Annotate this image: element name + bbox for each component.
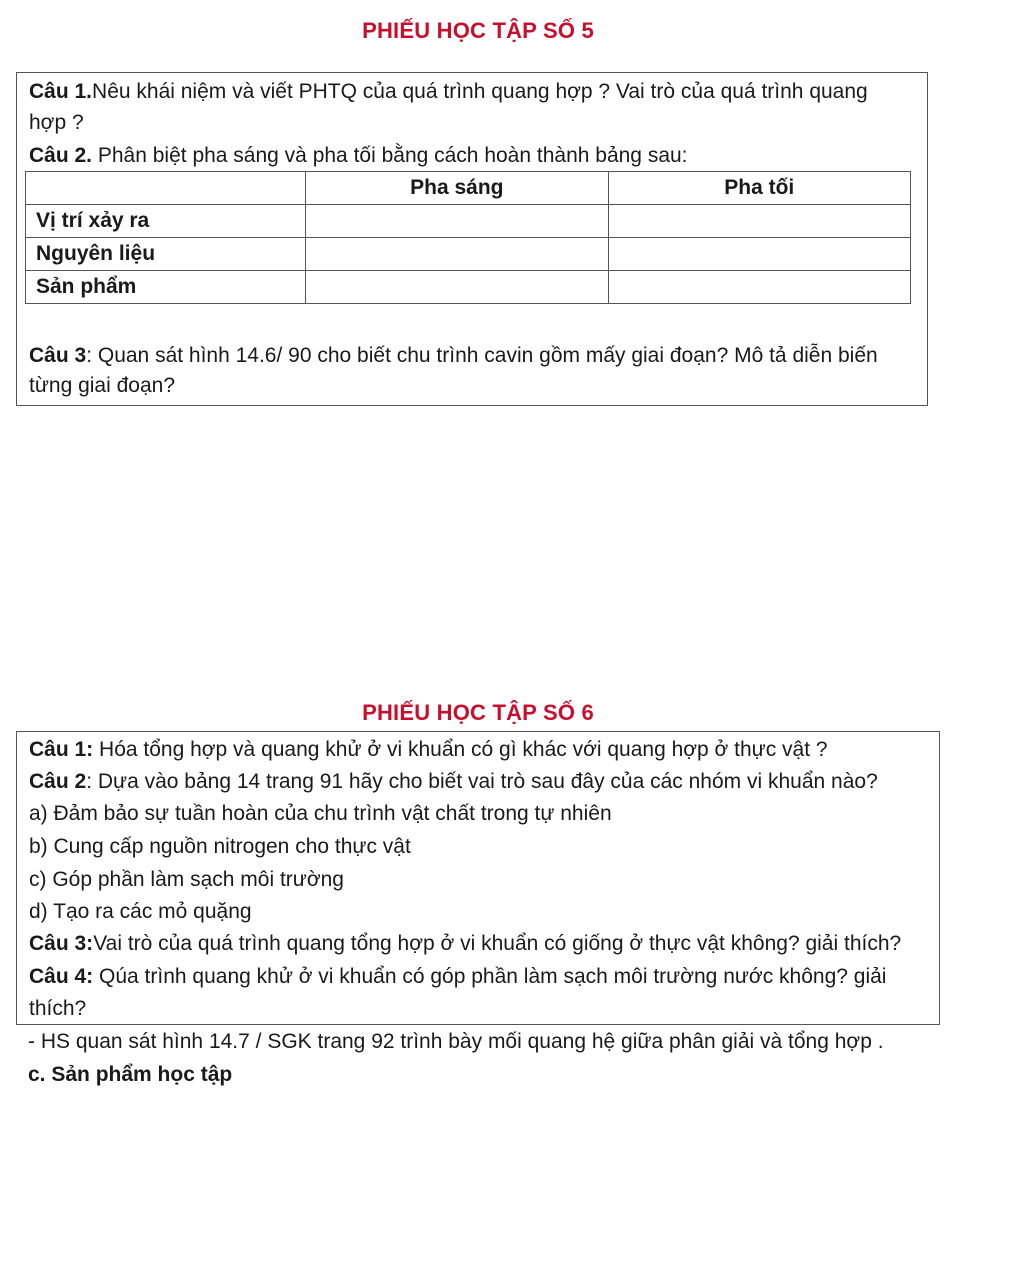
table-row <box>26 205 911 238</box>
q3-text: : Quan sát hình 14.6/ 90 cho biết chu trình cavin gồm mấy giai đoạn? Mô tả diễn biến <box>86 344 878 367</box>
q1-text: Hóa tổng hợp và quang khử ở vi khuẩn có gì khác với quang hợp ở thực vật ? <box>93 738 828 761</box>
sheet5-question-1 <box>29 77 868 107</box>
q3-text: Vai trò của quá trình quang tổng hợp ở vi khuẩn có giống ở thực vật không? giải thích? <box>93 932 902 955</box>
sheet5-box <box>16 72 928 406</box>
sheet5-title: PHIẾU HỌC TẬP SỐ 5 <box>362 18 594 43</box>
table-row <box>26 238 911 271</box>
option-c: c) Góp phần làm sạch môi trường <box>29 868 344 891</box>
q2-text: : Dựa vào bảng 14 trang 91 hãy cho biết vai trò sau đây của các nhóm vi khuẩn nào? <box>86 770 878 793</box>
row-label-location: Vị trí xảy ra <box>26 205 306 238</box>
q2-label: Câu 2 <box>29 770 87 793</box>
row-label-products: Sản phẩm <box>26 271 306 304</box>
sheet6-question-4-cont: thích? <box>29 997 87 1020</box>
q2-text: Phân biệt pha sáng và pha tối bằng cách hoàn thành bảng sau: <box>92 144 688 167</box>
product-heading: c. Sản phẩm học tập <box>28 1063 233 1086</box>
table-header-empty <box>26 172 306 205</box>
table-header-light-phase: Pha sáng <box>306 172 608 205</box>
q1-label: Câu 1. <box>29 80 93 103</box>
sheet6-question-2 <box>29 767 878 797</box>
q1-label: Câu 1: <box>29 738 94 761</box>
sheet6-title: PHIẾU HỌC TẬP SỐ 6 <box>362 700 594 725</box>
sheet6-question-4 <box>29 962 886 992</box>
option-d: d) Tạo ra các mỏ quặng <box>29 900 252 923</box>
q4-text: Qúa trình quang khử ở vi khuẩn có góp phần làm sạch môi trường nước không? giải <box>93 965 887 988</box>
sheet5-question-1-cont: hợp ? <box>29 111 84 134</box>
q1-text: Nêu khái niệm và viết PHTQ của quá trình quang hợp ? Vai trò của quá trình quang <box>92 80 868 103</box>
sheet5-question-2 <box>29 141 688 171</box>
table-cell <box>306 271 608 304</box>
q2-label: Câu 2. <box>29 144 93 167</box>
table-cell <box>608 271 910 304</box>
observation-note: - HS quan sát hình 14.7 / SGK trang 92 trình bày mối quang hệ giữa phân giải và tổng hợp . <box>28 1030 884 1053</box>
sheet6-box <box>16 731 940 1025</box>
option-b: b) Cung cấp nguồn nitrogen cho thực vật <box>29 835 411 858</box>
table-cell <box>608 205 910 238</box>
row-label-materials: Nguyên liệu <box>26 238 306 271</box>
table-cell <box>608 238 910 271</box>
q4-label: Câu 4: <box>29 965 94 988</box>
phase-comparison-table <box>25 171 911 304</box>
table-cell <box>306 238 608 271</box>
q3-label: Câu 3 <box>29 344 87 367</box>
table-row <box>26 271 911 304</box>
table-header-dark-phase: Pha tối <box>608 172 910 205</box>
table-header-row <box>26 172 911 205</box>
sheet5-question-3 <box>29 341 878 371</box>
option-a: a) Đảm bảo sự tuần hoàn của chu trình vật chất trong tự nhiên <box>29 802 612 825</box>
q3-label: Câu 3: <box>29 932 94 955</box>
sheet5-question-3-cont: từng giai đoạn? <box>29 374 176 397</box>
sheet6-question-1 <box>29 735 828 765</box>
sheet6-question-3 <box>29 929 901 959</box>
table-cell <box>306 205 608 238</box>
